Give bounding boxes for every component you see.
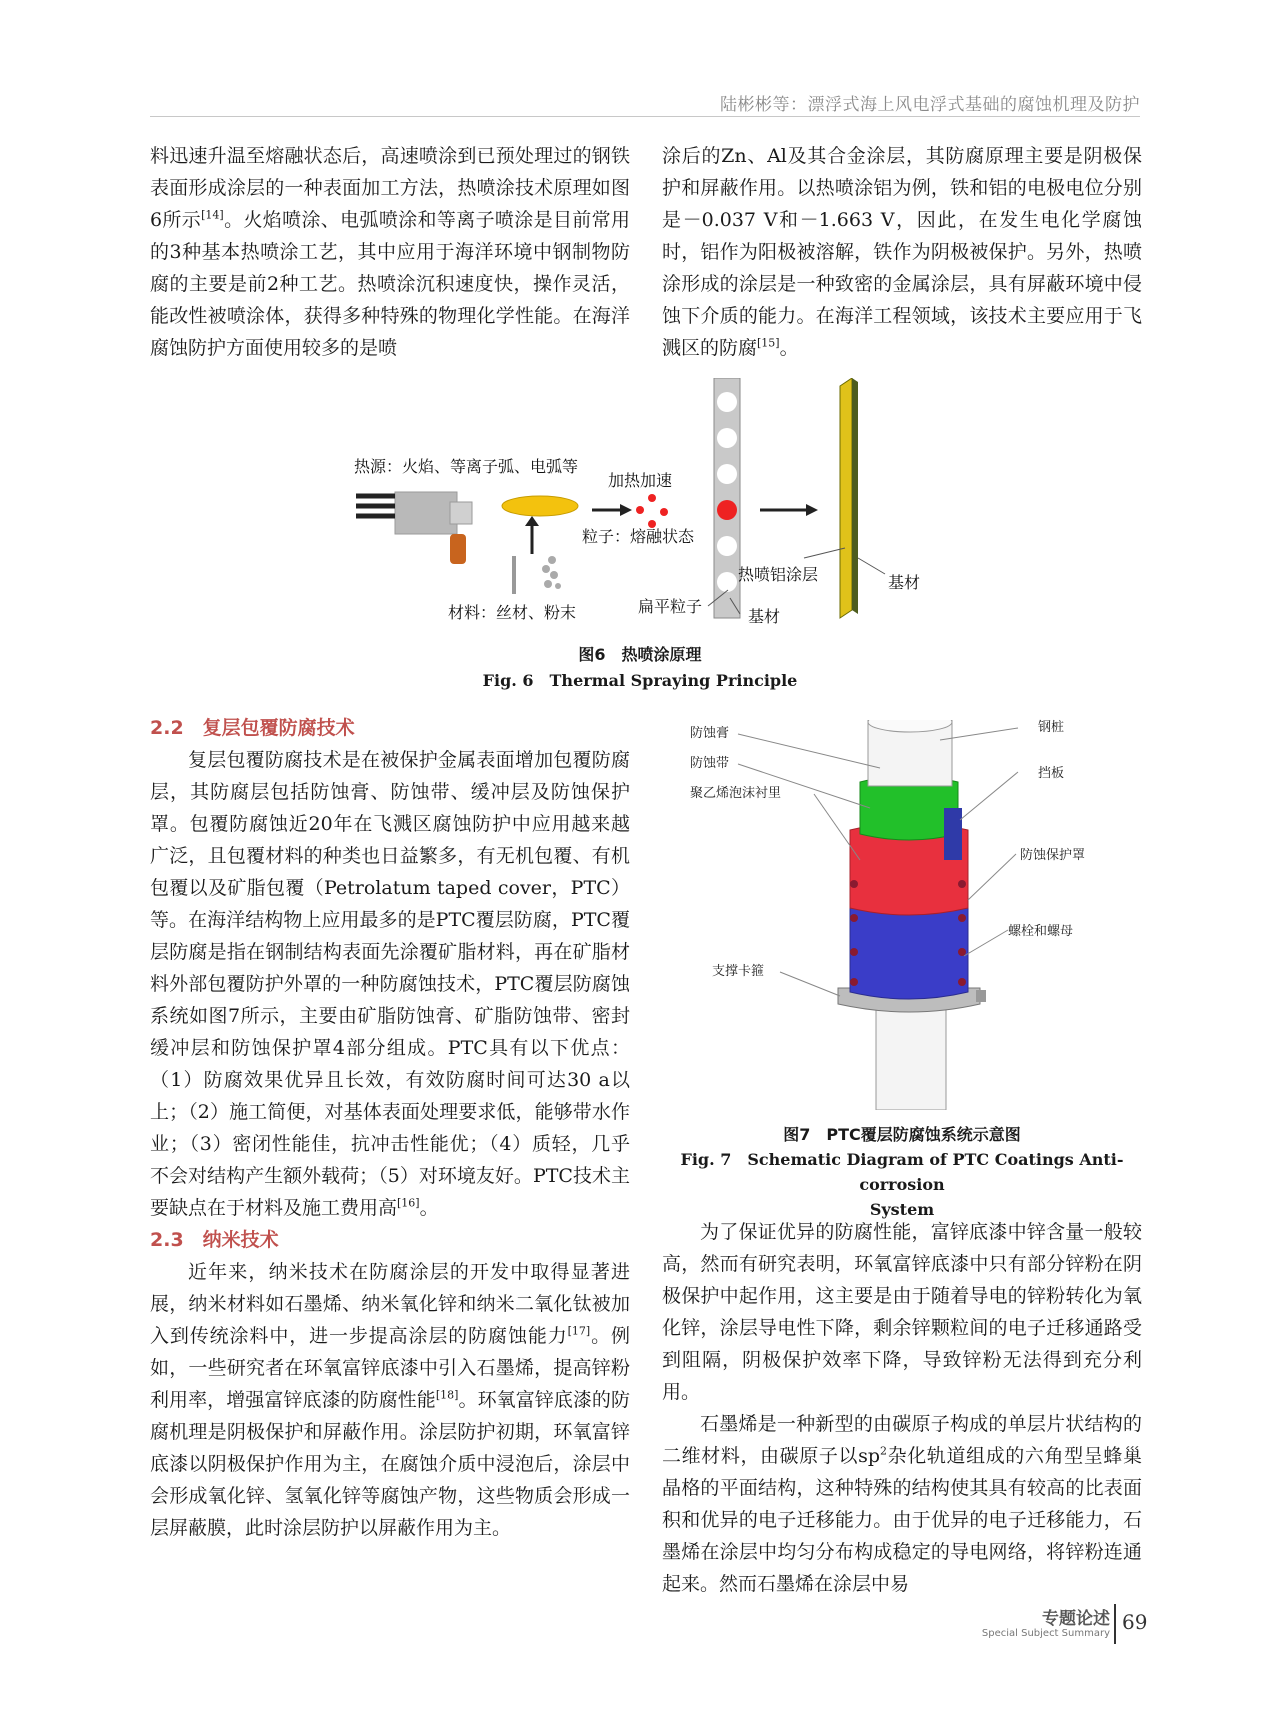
text: 。环氧富锌底漆的防腐机理是阴极保护和屏蔽作用。涂层防护初期，环氧富锌底漆以阴极保护作用为主，在腐蚀介质中浸泡后，涂层中会形成氧化锌、氢氧化锌等腐蚀产物，这些物质会形成一层屏蔽膜，此时涂层防护以屏蔽作用为主。 bbox=[150, 1389, 630, 1539]
body-paragraph: 为了保证优异的防腐性能，富锌底漆中锌含量一般较高，然而有研究表明，环氧富锌底漆中只有部分锌粉在阴极保护中起作用，这主要是由于随着导电的锌粉转化为氧化锌，涂层导电性下降，剩余锌颗粒间的电子迁移通路受到阻隔，阴极保护效率下降，导致锌粉无法得到充分利用。 bbox=[662, 1221, 1142, 1403]
leader-line bbox=[804, 548, 845, 558]
baffle bbox=[944, 808, 962, 860]
text: 料迅速升温至熔融状态后，高速喷涂到已预处理过的钢铁表面形成涂层的一种表面加工方法，热喷涂技术原理如图6所示 bbox=[150, 145, 630, 231]
flat-particle bbox=[717, 464, 737, 484]
body-paragraph bbox=[150, 744, 630, 1224]
powder-particle bbox=[548, 556, 556, 564]
body-paragraph bbox=[150, 140, 630, 364]
text: 杂化轨道组成的六角型呈蜂巢晶格的平面结构，这种特殊的结构使其具有较高的比表面积和优异的电子迁移能力。由于优异的电子迁移能力，石墨烯在涂层中均匀分布构成稳定的导电网络，将锌粉连通起来。然而石墨烯在涂层中易 bbox=[662, 1445, 1142, 1595]
molten-particle bbox=[660, 508, 668, 516]
bolt-icon bbox=[850, 880, 858, 888]
flat-particle bbox=[717, 572, 737, 592]
text: 石墨烯是一种新型的由碳原子构成的单层片状结构的二维材料，由碳原子以sp bbox=[662, 1413, 1142, 1467]
caption-line: System bbox=[869, 1200, 935, 1219]
label-substrate: 基材 bbox=[748, 607, 781, 626]
label-tape: 防蚀带 bbox=[690, 756, 730, 771]
clamp-lug bbox=[976, 990, 986, 1002]
flat-particle bbox=[717, 392, 737, 412]
citation: [15] bbox=[757, 336, 780, 350]
citation: [14] bbox=[201, 208, 224, 222]
label-clamp: 支撑卡箍 bbox=[712, 964, 765, 979]
label-heat-source: 热源：火焰、等离子弧、电弧等 bbox=[354, 457, 579, 476]
bolt-icon bbox=[958, 978, 966, 986]
text: 。 bbox=[779, 337, 799, 359]
spray-gun-handle bbox=[450, 534, 466, 564]
leader-line bbox=[858, 558, 885, 574]
leader-line bbox=[780, 972, 840, 996]
figure-7-caption-zh: 图7 PTC覆层防腐蚀系统示意图 bbox=[783, 1125, 1021, 1144]
flow-arrow-head bbox=[620, 504, 632, 516]
figure-6-caption-en: Fig. 6 Thermal Spraying Principle bbox=[482, 671, 798, 690]
running-header bbox=[150, 86, 1140, 117]
body-paragraph bbox=[150, 1256, 630, 1544]
aluminium-coating-layer bbox=[840, 378, 852, 618]
spray-gun-nozzle bbox=[450, 502, 472, 524]
leader-line bbox=[814, 794, 860, 860]
label-baffle: 挡板 bbox=[1038, 766, 1065, 781]
bolt-icon bbox=[850, 948, 858, 956]
leader-line bbox=[738, 734, 880, 768]
label-heating: 加热加速 bbox=[608, 471, 673, 490]
leader-line bbox=[968, 854, 1016, 900]
flat-particle bbox=[717, 536, 737, 556]
caption-line: Fig. 7 Schematic Diagram of PTC Coatings Anti-corrosion bbox=[680, 1150, 1124, 1194]
citation: [16] bbox=[397, 1196, 420, 1210]
label-bolt: 螺栓和螺母 bbox=[1008, 924, 1074, 939]
wire-material-icon bbox=[512, 556, 516, 594]
text: 近年来，纳米技术在防腐涂层的开发中取得显著进展，纳米材料如石墨烯、纳米氧化锌和纳米二氧化钛被加入到传统涂料中，进一步提高涂层的防腐蚀能力 bbox=[150, 1261, 630, 1347]
figure-7-diagram bbox=[690, 720, 1130, 1110]
figure-6-diagram bbox=[340, 378, 940, 638]
body-paragraph bbox=[662, 140, 1142, 364]
leader-line bbox=[964, 930, 1008, 956]
label-paste: 防蚀膏 bbox=[690, 726, 730, 741]
body-paragraph bbox=[662, 1408, 1142, 1600]
bolt-icon bbox=[850, 914, 858, 922]
flow-arrow-head bbox=[806, 504, 818, 516]
citation: [17] bbox=[567, 1324, 591, 1338]
figure-6-caption-zh: 图6 热喷涂原理 bbox=[578, 645, 702, 664]
text: 。例如，一些研究者在环氧富锌底漆中引入石墨烯，提高锌粉利用率，增强富锌底漆的防腐性能 bbox=[150, 1325, 630, 1411]
label-coating: 热喷铝涂层 bbox=[738, 565, 819, 584]
figure-7-caption-en bbox=[662, 1147, 1142, 1222]
text: 复层包覆防腐技术是在被保护金属表面增加包覆防腐层，其防腐层包括防蚀膏、防蚀带、缓冲层及防蚀保护罩。包覆防腐蚀近20年在飞溅区腐蚀防护中应用越来越广泛，且包覆材料的种类也日益繁多，有无机包覆、有机包覆以及矿脂包覆（Petrolatum taped cover，PTC）等。在海洋结构物上应用最多的是PTC覆层防腐，PTC覆层防腐是指在钢制结构表面先涂覆矿脂材料，再在矿脂材料外部包覆防护外罩的一种防腐蚀技术，PTC覆层防腐蚀系统如图7所示，主要由矿脂防蚀膏、矿脂防蚀带、密封缓冲层和防蚀保护罩4部分组成。PTC具有以下优点：（1）防腐效果优异且长效，有效防腐时间可达30 a以上；（2）施工简便，对基体表面处理要求低，能够带水作业；（3）密闭性能佳，抗冲击性能优；（4）质轻，几乎不会对结构产生额外载荷；（5）对环境友好。PTC技术主要缺点在于材料及施工费用高 bbox=[150, 749, 630, 1219]
label-material: 材料：丝材、粉末 bbox=[448, 603, 577, 622]
label-pile: 钢桩 bbox=[1038, 720, 1065, 735]
steel-pile-lower bbox=[876, 1010, 946, 1110]
text: 。 bbox=[419, 1197, 439, 1219]
powder-particle bbox=[542, 565, 550, 573]
text: 涂后的Zn、Al及其合金涂层，其防腐原理主要是阴极保护和屏蔽作用。以热喷涂铝为例，铁和铝的电极电位分别是－0.037 V和－1.663 V，因此，在发生电化学腐蚀时，铝作为阳极被溶解，铁作为阴极被保护。另外，热喷涂形成的涂层是一种致密的金属涂层，具有屏蔽环境中侵蚀下介质的能力。在海洋工程领域，该技术主要应用于飞溅区的防腐 bbox=[662, 145, 1142, 359]
molten-particle-impact bbox=[717, 500, 737, 520]
top-left-column bbox=[150, 140, 630, 364]
bolt-icon bbox=[850, 978, 858, 986]
running-header-title: 陆彬彬等：漂浮式海上风电浮式基础的腐蚀机理及防护 bbox=[720, 95, 1140, 115]
bolt-icon bbox=[958, 948, 966, 956]
label-substrate: 基材 bbox=[888, 573, 921, 592]
molten-particle bbox=[636, 506, 644, 514]
lower-right-column bbox=[662, 1216, 1142, 1600]
lower-left-column bbox=[150, 712, 630, 1544]
flame-icon bbox=[502, 496, 578, 516]
top-right-column bbox=[662, 140, 1142, 364]
powder-particle bbox=[544, 580, 552, 588]
superscript: 2 bbox=[880, 1444, 888, 1458]
citation: [18] bbox=[435, 1388, 459, 1402]
page-number: 69 bbox=[1122, 1610, 1148, 1634]
text: 。火焰喷涂、电弧喷涂和等离子喷涂是目前常用的3种基本热喷涂工艺，其中应用于海洋环境中钢制物防腐的主要是前2种工艺。热喷涂沉积速度快，操作灵活，能改性被喷涂体，获得多种特殊的物理化学性能。在海洋腐蚀防护方面使用较多的是喷 bbox=[150, 209, 630, 359]
label-cover: 防蚀保护罩 bbox=[1020, 848, 1086, 863]
section-heading: 2.3 纳米技术 bbox=[150, 1229, 279, 1251]
flat-particle bbox=[717, 428, 737, 448]
powder-particle bbox=[550, 571, 558, 579]
substrate-layer bbox=[852, 378, 858, 614]
molten-particle bbox=[648, 494, 656, 502]
section-heading: 2.2 复层包覆防腐技术 bbox=[150, 717, 355, 739]
feed-arrow-head bbox=[525, 516, 539, 526]
bolt-icon bbox=[958, 880, 966, 888]
footer-divider bbox=[1114, 1604, 1116, 1644]
spray-gun-body bbox=[395, 492, 457, 534]
label-flat-particle: 扁平粒子 bbox=[638, 597, 703, 616]
label-particles: 粒子：熔融状态 bbox=[582, 527, 695, 546]
footer-section-title-en: Special Subject Summary bbox=[981, 1628, 1110, 1639]
powder-particle bbox=[555, 583, 561, 589]
leader-line bbox=[960, 772, 1018, 820]
footer-section-title: 专题论述 bbox=[1042, 1609, 1110, 1629]
label-foam: 聚乙烯泡沫衬里 bbox=[690, 786, 782, 801]
bolt-icon bbox=[958, 914, 966, 922]
